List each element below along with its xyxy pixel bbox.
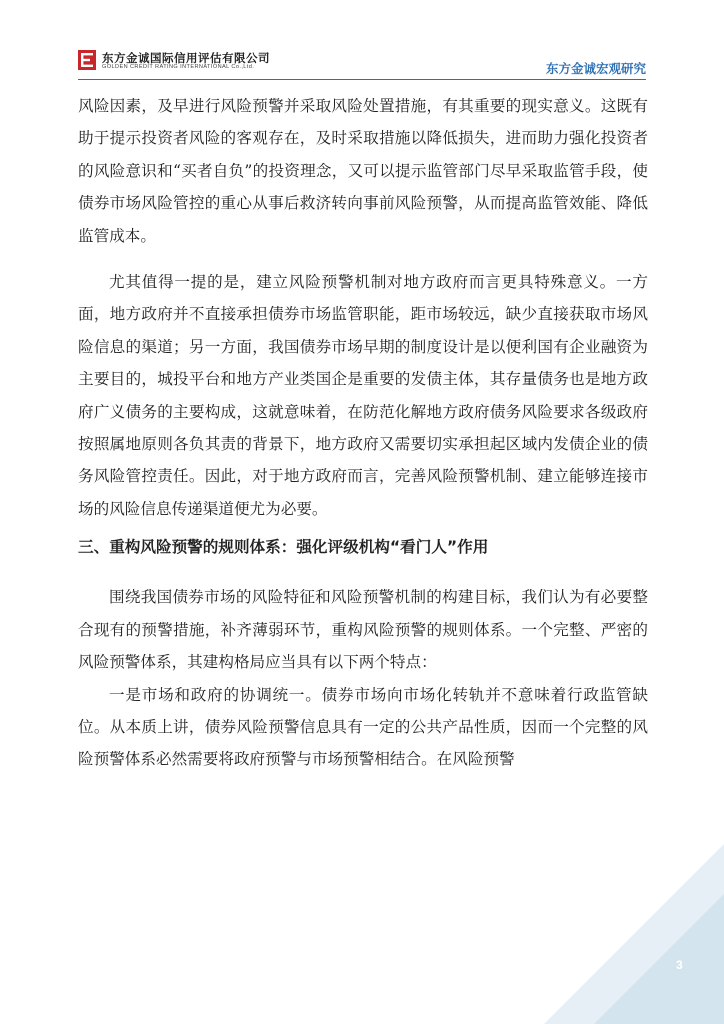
document-body bbox=[78, 90, 648, 776]
page-header bbox=[78, 44, 646, 84]
section-heading: 三、重构风险预警的规则体系：强化评级机构“看门人”作用 bbox=[78, 538, 489, 557]
page-number: 3 bbox=[676, 958, 683, 972]
paragraph: 尤其值得一提的是，建立风险预警机制对地方政府而言更具特殊意义。一方面，地方政府并不直接承担债券市场监管职能，距市场较远，缺少直接获取市场风险信息的渠道；另一方面，我国债券市场早期的制度设计是以便利国有企业融资为主要目的，城投平台和地方产业类国企是重要的发债主体，其存量债务也是地方政府广义债务的主要构成，这就意味着，在防范化解地方政府债务风险要求各级政府按照属地原则各负其责的背景下，地方政府又需要切实承担起区域内发债企业的债务风险管控责任。因此，对于地方政府而言，完善风险预警机制、建立能够连接市场的风险信息传递渠道便尤为必要。 bbox=[78, 273, 648, 518]
corner-decoration bbox=[524, 824, 724, 1024]
header-divider bbox=[78, 79, 646, 80]
company-logo-icon bbox=[78, 50, 96, 70]
paragraph: 一是市场和政府的协调统一。债券市场向市场化转轨并不意味着行政监管缺位。从本质上讲，债券风险预警信息具有一定的公共产品性质，因而一个完整的风险预警体系必然需要将政府预警与市场预警相结合。在风险预警 bbox=[78, 685, 648, 769]
series-title: 东方金诚宏观研究 bbox=[545, 61, 646, 76]
company-name-en: GOLDEN CREDIT RATING INTERNATIONAL Co.,Ltd. bbox=[102, 64, 255, 70]
paragraph-continuation: 风险因素，及早进行风险预警并采取风险处置措施，有其重要的现实意义。这既有助于提示投资者风险的客观存在，及时采取措施以降低损失，进而助力强化投资者的风险意识和“买者自负”的投资理念，又可以提示监管部门尽早采取监管手段，使债券市场风险管控的重心从事后救济转向事前风险预警，从而提高监管效能、降低监管成本。 bbox=[78, 97, 648, 245]
company-name-cn: 东方金诚国际信用评估有限公司 bbox=[102, 51, 270, 65]
paragraph: 围绕我国债券市场的风险特征和风险预警机制的构建目标，我们认为有必要整合现有的预警措施，补齐薄弱环节，重构风险预警的规则体系。一个完整、严密的风险预警体系，其建构格局应当具有以下两个特点： bbox=[78, 588, 648, 672]
